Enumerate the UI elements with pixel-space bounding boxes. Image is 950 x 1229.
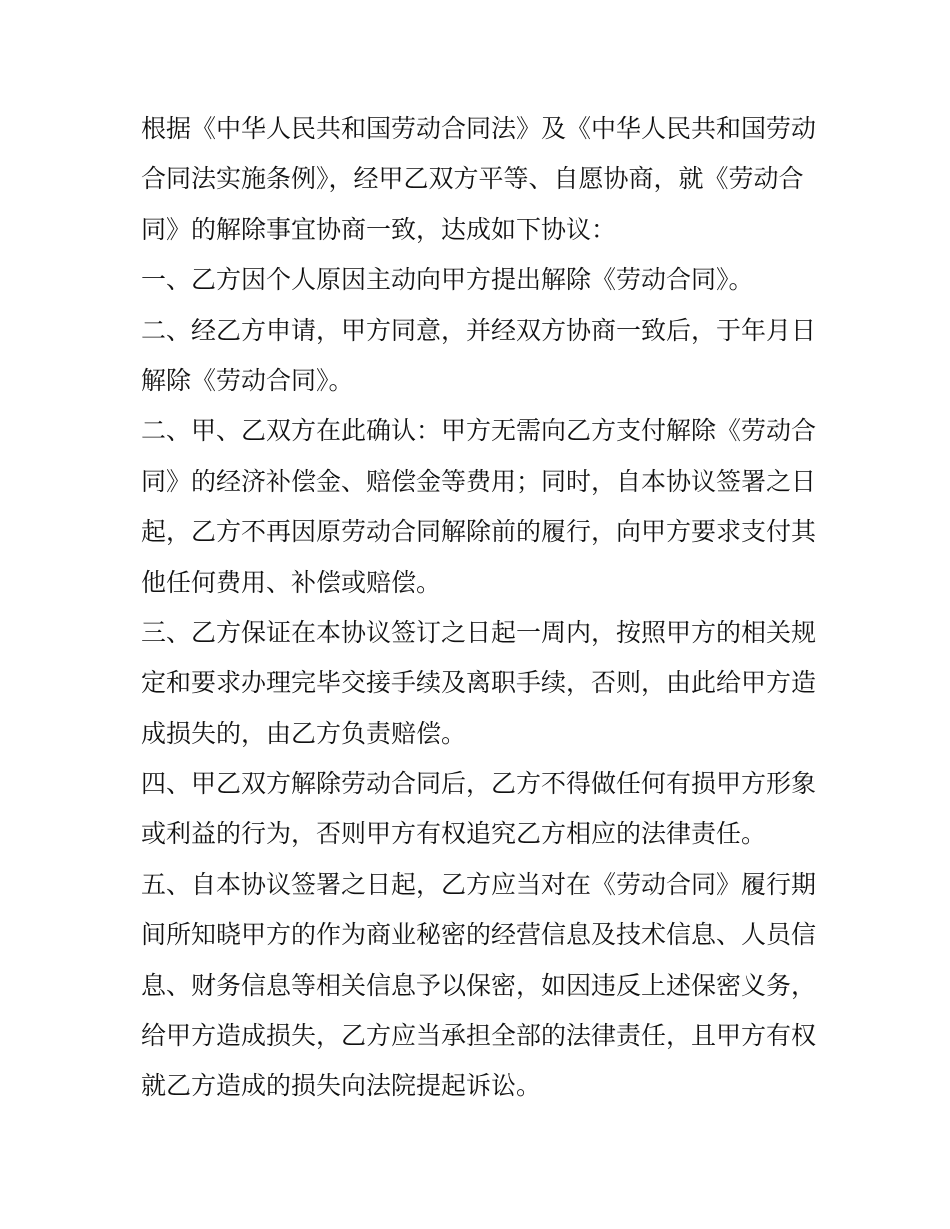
text-line: 二、甲、乙双方在此确认：甲方无需向乙方支付解除《劳动合 (141, 416, 817, 446)
text-line: 一、乙方因个人原因主动向甲方提出解除《劳动合同》。 (141, 265, 754, 295)
text-line: 同》的经济补偿金、赔偿金等费用；同时，自本协议签署之日 (141, 466, 817, 496)
text-line: 起，乙方不再因原劳动合同解除前的履行，向甲方要求支付其 (141, 517, 817, 547)
text-line: 息、财务信息等相关信息予以保密，如因违反上述保密义务， (141, 970, 817, 1000)
text-line: 五、自本协议签署之日起，乙方应当对在《劳动合同》履行期 (141, 869, 817, 899)
text-line: 他任何费用、补偿或赔偿。 (141, 567, 442, 597)
text-line: 就乙方造成的损失向法院提起诉讼。 (141, 1071, 542, 1101)
text-line: 合同法实施条例》，经甲乙双方平等、自愿协商，就《劳动合 (141, 164, 804, 194)
text-line: 三、乙方保证在本协议签订之日起一周内，按照甲方的相关规 (141, 617, 817, 647)
text-line: 给甲方造成损失，乙方应当承担全部的法律责任，且甲方有权 (141, 1021, 817, 1051)
text-line: 解除《劳动合同》。 (141, 365, 354, 395)
text-line: 四、甲乙双方解除劳动合同后，乙方不得做任何有损甲方形象 (141, 769, 817, 799)
text-line: 间所知晓甲方的作为商业秘密的经营信息及技术信息、人员信 (141, 920, 817, 950)
text-line: 根据《中华人民共和国劳动合同法》及《中华人民共和国劳动 (141, 114, 817, 143)
text-line: 或利益的行为，否则甲方有权追究乙方相应的法律责任。 (141, 819, 767, 849)
document-body (141, 104, 816, 1112)
text-line: 二、经乙方申请，甲方同意，并经双方协商一致后，于年月日 (141, 315, 817, 345)
text-line: 定和要求办理完毕交接手续及离职手续，否则，由此给甲方造 (141, 668, 817, 698)
text-line: 成损失的，由乙方负责赔偿。 (141, 718, 467, 748)
text-line: 同》的解除事宜协商一致，达成如下协议： (141, 214, 617, 244)
